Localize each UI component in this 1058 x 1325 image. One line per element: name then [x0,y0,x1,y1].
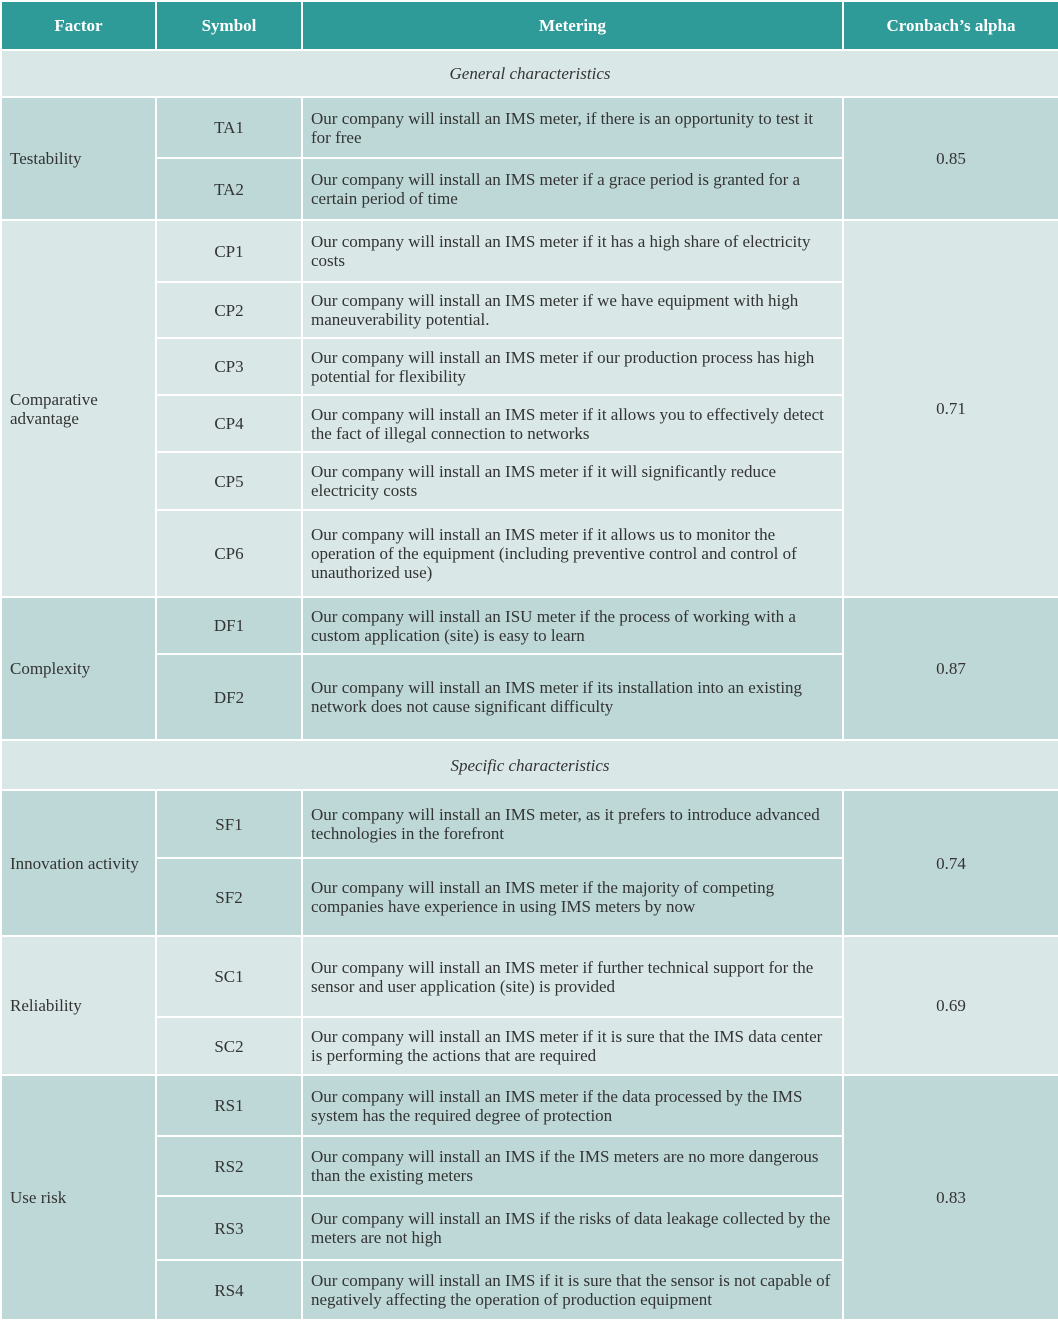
table-row [1,597,1058,654]
metering-cell: Our company will install an IMS meter if the data processed by the IMS system has the required degree of protection [302,1075,843,1136]
metering-cell: Our company will install an IMS meter if it allows us to monitor the operation of the equipment (including preventive control and control of unauthorized use) [302,510,843,597]
metering-cell: Our company will install an IMS meter if our production process has high potential for flexibility [302,338,843,395]
metering-cell: Our company will install an IMS meter if it is sure that the IMS data center is performing the actions that are required [302,1017,843,1075]
table-row [1,1075,1058,1136]
header-row [1,1,1058,50]
factor-cell: Use risk [1,1075,156,1320]
symbol-cell: CP2 [156,282,302,338]
alpha-cell: 0.87 [843,597,1058,740]
section-general: General characteristics [1,50,1058,97]
symbol-cell: SC1 [156,936,302,1017]
metering-cell: Our company will install an IMS meter if it has a high share of electricity costs [302,220,843,282]
metering-cell: Our company will install an IMS meter if further technical support for the sensor and user application (site) is provided [302,936,843,1017]
alpha-cell: 0.74 [843,790,1058,936]
header-symbol: Symbol [156,1,302,50]
metering-cell: Our company will install an IMS meter if it will significantly reduce electricity costs [302,452,843,510]
metering-cell: Our company will install an IMS meter if a grace period is granted for a certain period of time [302,158,843,220]
alpha-cell: 0.69 [843,936,1058,1075]
header-alpha: Cronbach’s alpha [843,1,1058,50]
symbol-cell: CP3 [156,338,302,395]
metering-cell: Our company will install an IMS meter if its installation into an existing network does not cause significant difficulty [302,654,843,740]
header-metering: Metering [302,1,843,50]
symbol-cell: CP4 [156,395,302,452]
symbol-cell: SF2 [156,858,302,936]
metering-cell: Our company will install an IMS meter, as it prefers to introduce advanced technologies in the forefront [302,790,843,858]
symbol-cell: RS1 [156,1075,302,1136]
symbol-cell: SF1 [156,790,302,858]
table-row [1,790,1058,858]
section-row [1,740,1058,790]
table-row [1,97,1058,158]
table-row [1,220,1058,282]
metering-cell: Our company will install an IMS meter if we have equipment with high maneuverability potential. [302,282,843,338]
factor-cell: Comparative advantage [1,220,156,597]
alpha-cell: 0.85 [843,97,1058,220]
alpha-cell: 0.71 [843,220,1058,597]
header-factor: Factor [1,1,156,50]
metering-cell: Our company will install an IMS meter if it allows you to effectively detect the fact of illegal connection to networks [302,395,843,452]
symbol-cell: TA1 [156,97,302,158]
symbol-cell: DF1 [156,597,302,654]
metering-cell: Our company will install an IMS if the IMS meters are no more dangerous than the existing meters [302,1136,843,1196]
metering-cell: Our company will install an IMS meter if the majority of competing companies have experience in using IMS meters by now [302,858,843,936]
section-specific: Specific characteristics [1,740,1058,790]
metering-cell: Our company will install an IMS meter, if there is an opportunity to test it for free [302,97,843,158]
alpha-cell: 0.83 [843,1075,1058,1320]
symbol-cell: RS2 [156,1136,302,1196]
symbol-cell: CP6 [156,510,302,597]
symbol-cell: DF2 [156,654,302,740]
metering-cell: Our company will install an ISU meter if the process of working with a custom application (site) is easy to learn [302,597,843,654]
factor-cell: Complexity [1,597,156,740]
symbol-cell: CP5 [156,452,302,510]
symbol-cell: RS3 [156,1196,302,1260]
symbol-cell: CP1 [156,220,302,282]
section-row [1,50,1058,97]
symbol-cell: SC2 [156,1017,302,1075]
metering-cell: Our company will install an IMS if it is sure that the sensor is not capable of negatively affecting the operation of production equipment [302,1260,843,1320]
factor-cell: Reliability [1,936,156,1075]
factor-cell: Innovation activity [1,790,156,936]
table-row [1,936,1058,1017]
metering-cell: Our company will install an IMS if the risks of data leakage collected by the meters are not high [302,1196,843,1260]
symbol-cell: TA2 [156,158,302,220]
factor-cell: Testability [1,97,156,220]
symbol-cell: RS4 [156,1260,302,1320]
